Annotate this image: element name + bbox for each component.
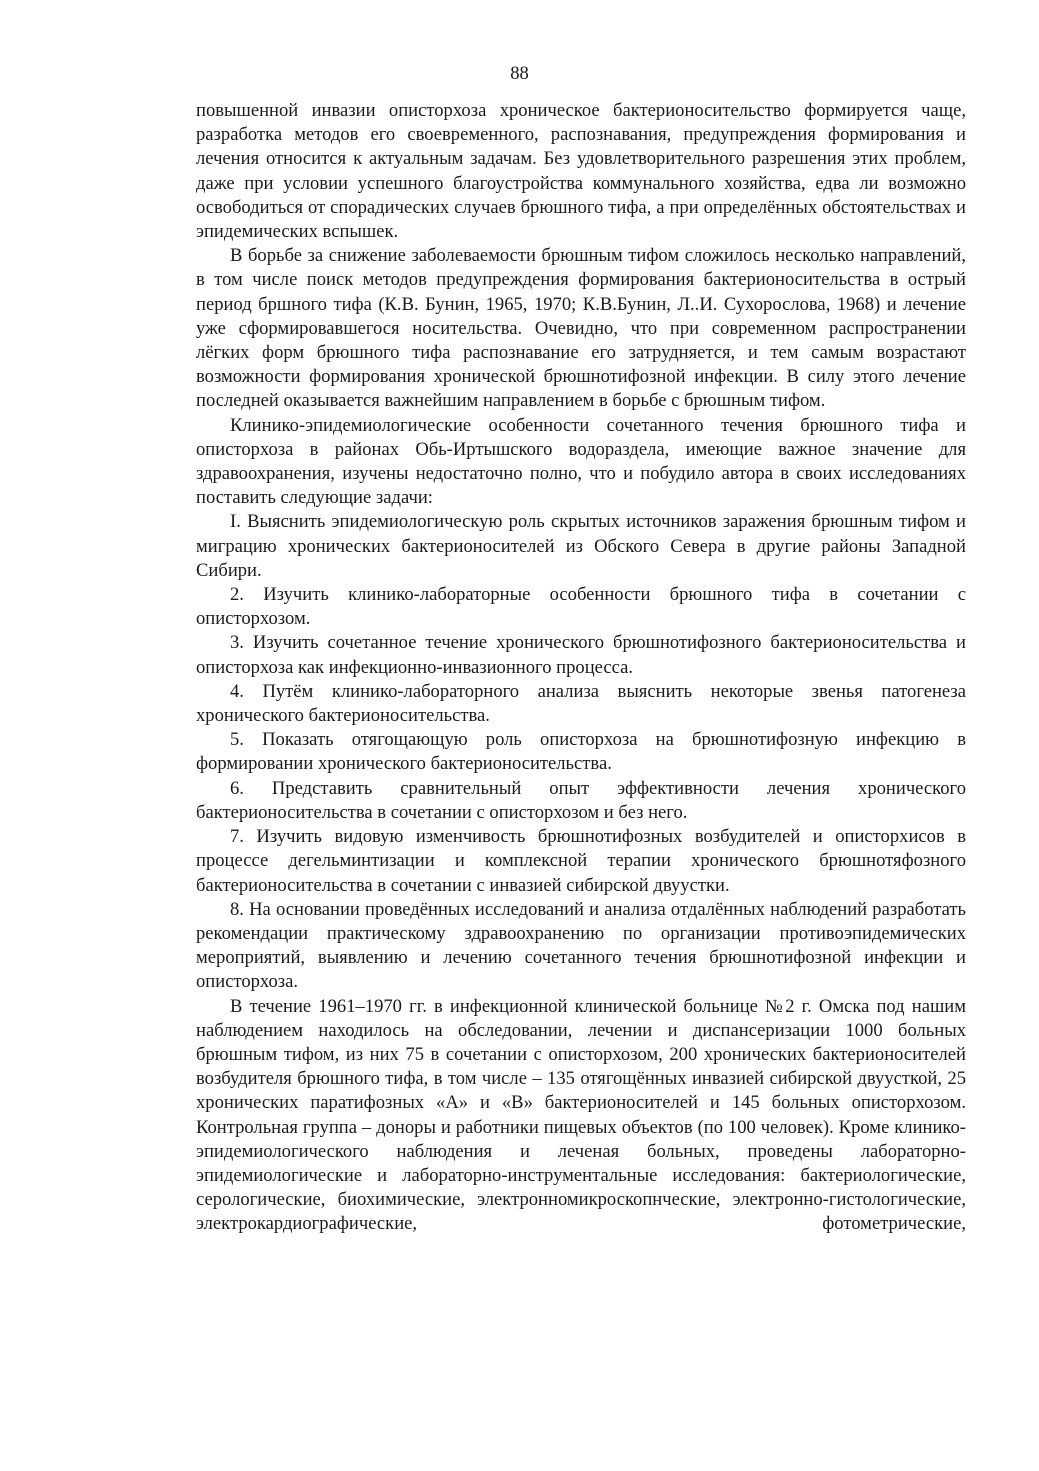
task-item-8: 8. На основании проведённых исследований и анализа отдалённых наблюдений разработать рекомендации практическому здравоохранению по организации противоэпидемических мероприятий, выявлению и лечению сочетанного течения брюшнотифозной инфекции и описторхоза.: [196, 898, 966, 993]
task-item-4: 4. Путём клинико-лабораторного анализа выяснить некоторые звенья патогенеза хронического бактерионосительства.: [196, 680, 966, 727]
task-item-2: 2. Изучить клинико-лабораторные особенности брюшного тифа в сочетании с описторхозом.: [196, 584, 966, 630]
task-item-1: I. Выяснить эпидемиологическую роль скрытых источников заражения брюшным тифом и миграцию хронических бактерионосителей из Обского Севера в другие районы Западной Сибири.: [196, 511, 966, 581]
page-number: 88: [510, 63, 529, 84]
paragraph-continuation: повышенной инвазии описторхоза хроническое бактерионосительство формируется чаще, разработка методов его своевременного, распознавания, предупреждения формирования и лечения относится к актуальным задачам. Без удовлетворительного разрешения этих проблем, даже при условии успешного благоустройства коммунального хозяйства, едва ли возможно освободиться от спорадических случаев брюшного тифа, а при определённых обстоятельствах и эпидемических вспышек.: [196, 100, 966, 243]
body-text: [196, 99, 966, 1237]
task-item-3: 3. Изучить сочетанное течение хронического брюшнотифозного бактерионосительства и описторхоза как инфекционно-инвазионного процесса.: [196, 632, 966, 678]
task-item-5: 5. Показать отягощающую роль описторхоза на брюшнотифозную инфекцию в формировании хронического бактерионосительства.: [196, 729, 966, 775]
task-item-7: 7. Изучить видовую изменчивость брюшнотифозных возбудителей и описторхисов в процессе дегельминтизации и комплексной терапии хронического брюшнотяфозного бактерионосительства в сочетании с инвазией сибирской двуустки.: [196, 826, 966, 896]
paragraph-study-goals-intro: Клинико-эпидемиологические особенности сочетанного течения брюшного тифа и описторхоза в районах Обь-Иртышского водораздела, имеющие важное значение для здравоохранения, изучены недостаточно полно, что и побудило автора в своих исследованиях поставить следующие задачи:: [196, 414, 966, 509]
paragraph-study-material: В течение 1961–1970 гг. в инфекционной клинической больнице №2 г. Омска под нашим наблюдением находилось на обследовании, лечении и диспансеризации 1000 больных брюшным тифом, из них 75 в сочетании с описторхозом, 200 хронических бактерионосителей возбудителя брюшного тифа, в том числе – 135 отягощённых инвазией сибирской двуусткой, 25 хронических паратифозных «А» и «В» бактерионосителей и 145 больных описторхозом. Контрольная группа – доноры и работники пищевых объектов (по 100 человек). Кроме клинико-эпидемиологического наблюдения и леченая больных, проведены лабораторно-эпидемиологические и лабораторно-инструментальные исследования: бактериологические, серологические, биохимические, электронномикроскопнческие, электронно-гистологические, электрокардиографические, фотометрические,: [196, 995, 966, 1235]
task-item-6: 6. Представить сравнительный опыт эффективности лечения хронического бактерионосительства в сочетании с описторхозом и без него.: [196, 777, 966, 823]
paragraph-approaches: В борьбе за снижение заболеваемости брюшным тифом сложилось несколько направлений, в том числе поиск методов предупреждения формирования бактерионосительства в острый период бршного тифа (К.В. Бунин, 1965, 1970; К.В.Бунин, Л..И. Сухорослова, 1968) и лечение уже сформировавшегося носительства. Очевидно, что при современном распространении лёгких форм брюшного тифа распознавание его затрудняется, и тем самым возрастают возможности формирования хронической брюшнотифозной инфекции. В силу этого лечение последней оказывается важнейшим направлением в борьбе с брюшным тифом.: [196, 245, 966, 412]
